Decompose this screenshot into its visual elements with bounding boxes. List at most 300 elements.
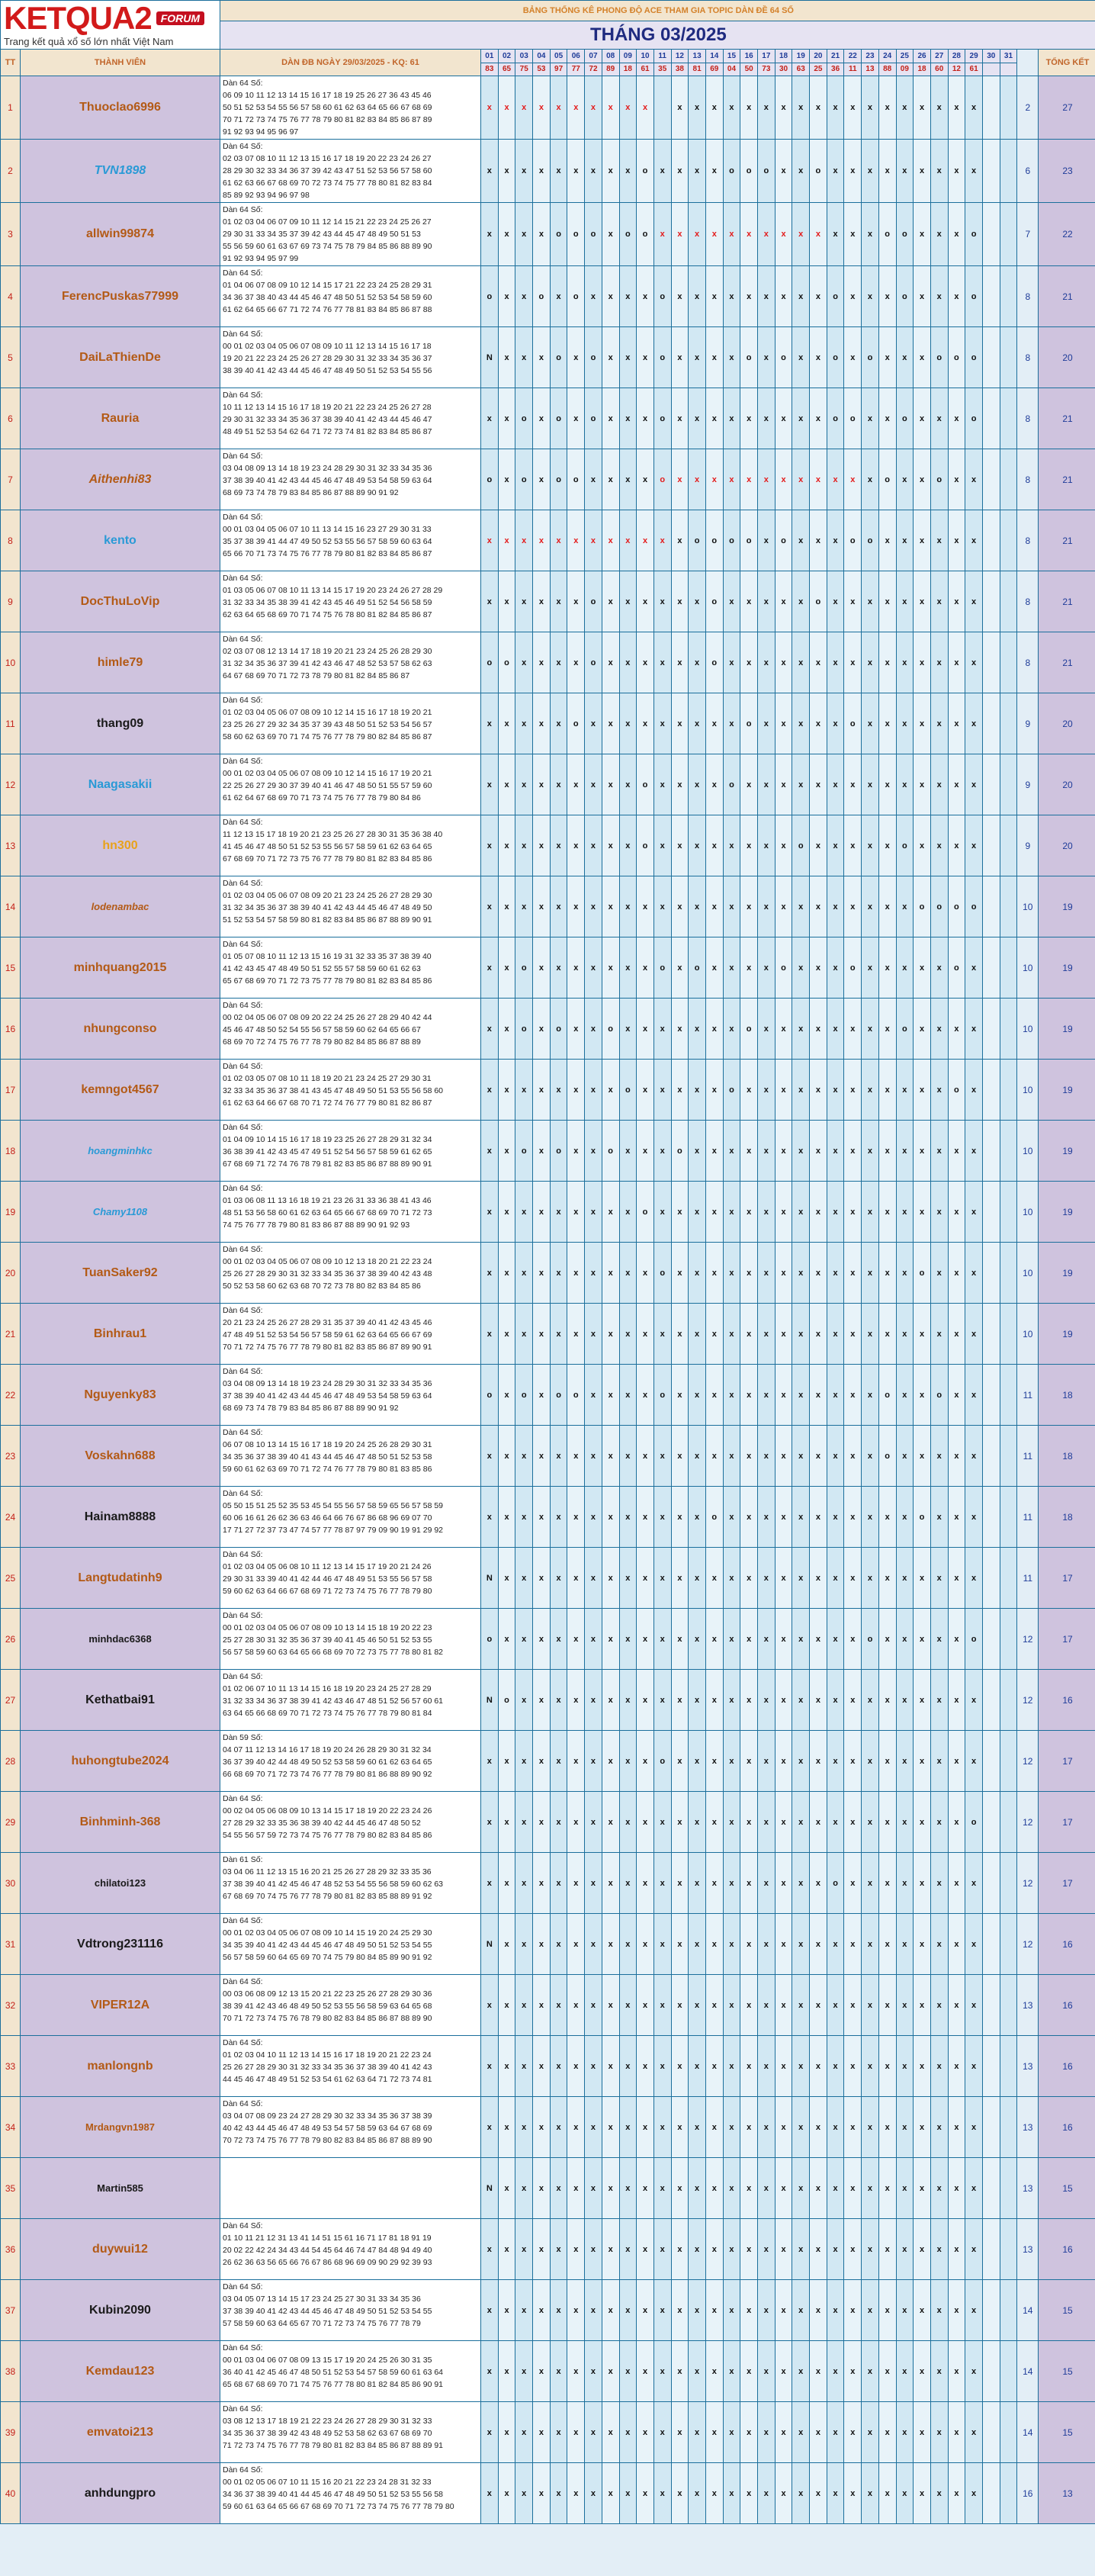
day-mark-cell: x <box>740 76 758 140</box>
dan-line: Dàn 64 Số: <box>223 1184 263 1193</box>
day-mark-cell: x <box>585 2158 602 2219</box>
day-mark-cell: x <box>758 2341 775 2402</box>
day-mark-cell: x <box>637 2402 654 2463</box>
day-mark-cell: x <box>914 2280 931 2341</box>
day-mark-cell: x <box>930 2036 948 2097</box>
day-mark-cell: x <box>792 1243 810 1304</box>
day-mark-cell <box>982 203 1000 266</box>
ketqua2-logo[interactable]: KETQUA2 <box>4 0 152 36</box>
day-mark-cell: x <box>862 2463 879 2524</box>
day-mark-cell: x <box>602 2219 619 2280</box>
hit-count: 12 <box>1017 1609 1039 1670</box>
dan-line: 01 03 06 08 11 13 16 18 19 21 23 26 31 33 36 38 41 43 46 <box>223 1196 432 1205</box>
day-mark-cell: x <box>637 2463 654 2524</box>
hit-count: 6 <box>1017 140 1039 203</box>
day-mark-cell: x <box>740 266 758 327</box>
day-mark-cell: x <box>567 571 585 632</box>
day-mark-cell: x <box>498 2158 515 2219</box>
day-mark-cell: x <box>585 1487 602 1548</box>
day-mark-cell: x <box>896 693 914 754</box>
day-mark-cell: x <box>827 693 844 754</box>
day-mark-cell <box>982 2097 1000 2158</box>
table-row <box>1 1853 1095 1914</box>
day-header: 24 <box>878 50 896 63</box>
day-mark-cell: x <box>827 1243 844 1304</box>
member-name[interactable]: kento <box>21 510 220 571</box>
member-name[interactable]: FerencPuskas77999 <box>21 266 220 327</box>
day-mark-cell: x <box>810 1365 827 1426</box>
day-mark-cell: x <box>567 2341 585 2402</box>
day-mark-cell: x <box>481 1243 499 1304</box>
day-mark-cell: x <box>705 2402 723 2463</box>
row-number: 17 <box>1 1060 21 1121</box>
day-mark-cell: o <box>567 693 585 754</box>
total-score: 18 <box>1039 1487 1095 1548</box>
day-mark-cell <box>982 937 1000 999</box>
day-mark-cell: x <box>896 1670 914 1731</box>
day-mark-cell <box>982 449 1000 510</box>
member-name[interactable]: emvatoi213 <box>21 2402 220 2463</box>
day-mark-cell: x <box>602 203 619 266</box>
member-name[interactable]: hoangminhkc <box>21 1121 220 1182</box>
day-mark-cell: x <box>567 1304 585 1365</box>
day-mark-cell: x <box>689 2097 706 2158</box>
day-mark-cell: x <box>862 1975 879 2036</box>
dan-line: 64 67 68 69 70 71 72 73 78 79 80 81 82 84 85 86 87 <box>223 671 410 680</box>
day-mark-cell: x <box>930 1182 948 1243</box>
day-mark-cell: x <box>740 1914 758 1975</box>
day-mark-cell: x <box>533 1243 551 1304</box>
dan-line: 01 10 11 21 12 31 13 41 14 51 15 61 16 71 17 81 18 91 19 <box>223 2233 432 2243</box>
day-mark-cell <box>982 1121 1000 1182</box>
day-mark-cell: x <box>930 76 948 140</box>
day-mark-cell: x <box>498 2402 515 2463</box>
day-mark-cell <box>1000 693 1017 754</box>
day-mark-cell: x <box>930 815 948 876</box>
day-mark-cell: x <box>533 876 551 937</box>
dan-line: 38 39 40 41 42 43 44 45 46 47 48 49 50 51 52 53 54 55 56 <box>223 366 432 375</box>
row-number: 9 <box>1 571 21 632</box>
day-mark-cell <box>982 1182 1000 1243</box>
dan-line: 25 26 27 28 29 30 31 32 33 34 35 36 37 38 39 40 42 43 48 <box>223 1269 432 1278</box>
day-mark-cell <box>1000 203 1017 266</box>
row-number: 6 <box>1 388 21 449</box>
day-mark-cell: x <box>671 1609 689 1670</box>
total-score: 21 <box>1039 510 1095 571</box>
dan-line: 62 63 64 65 68 69 70 71 74 75 76 78 80 81 82 84 85 86 87 <box>223 610 432 619</box>
day-mark-cell: x <box>965 449 983 510</box>
day-mark-cell: x <box>896 1853 914 1914</box>
member-name[interactable]: nhungconso <box>21 999 220 1060</box>
day-mark-cell: x <box>671 1426 689 1487</box>
day-mark-cell: x <box>619 140 637 203</box>
day-mark-cell: x <box>792 2219 810 2280</box>
row-number: 7 <box>1 449 21 510</box>
day-mark-cell: x <box>844 2036 862 2097</box>
day-mark-cell: o <box>844 937 862 999</box>
day-mark-cell: x <box>844 876 862 937</box>
hit-count: 9 <box>1017 754 1039 815</box>
dan-numbers <box>220 2341 481 2402</box>
day-mark-cell: x <box>740 449 758 510</box>
day-mark-cell <box>1000 1548 1017 1609</box>
result-cell: 25 <box>810 63 827 76</box>
day-mark-cell: x <box>619 2341 637 2402</box>
day-mark-cell: x <box>533 203 551 266</box>
member-name[interactable]: Kethatbai91 <box>21 1670 220 1731</box>
member-name[interactable]: Naagasakii <box>21 754 220 815</box>
day-header: 17 <box>758 50 775 63</box>
day-mark-cell: x <box>878 1487 896 1548</box>
member-name[interactable]: Binhrau1 <box>21 1304 220 1365</box>
day-mark-cell: x <box>671 1243 689 1304</box>
member-name[interactable]: manlongnb <box>21 2036 220 2097</box>
day-mark-cell: x <box>533 1731 551 1792</box>
day-mark-cell: x <box>862 876 879 937</box>
day-mark-cell: o <box>653 937 671 999</box>
result-cell: 13 <box>862 63 879 76</box>
day-mark-cell: x <box>896 1731 914 1792</box>
day-mark-cell: x <box>619 1121 637 1182</box>
day-mark-cell: x <box>705 1243 723 1304</box>
day-mark-cell: x <box>705 327 723 388</box>
member-name[interactable]: kemngot4567 <box>21 1060 220 1121</box>
day-mark-cell: x <box>775 571 792 632</box>
logo-cell[interactable] <box>1 1 220 50</box>
dan-line: 70 72 73 74 75 76 77 78 79 80 82 83 84 85 86 87 88 89 90 <box>223 2136 432 2145</box>
day-mark-cell: x <box>515 2402 533 2463</box>
day-mark-cell: x <box>844 2341 862 2402</box>
result-cell: 18 <box>914 63 931 76</box>
row-number: 3 <box>1 203 21 266</box>
day-mark-cell: x <box>878 1853 896 1914</box>
table-row <box>1 2402 1095 2463</box>
member-name[interactable]: lodenambac <box>21 876 220 937</box>
day-mark-cell: x <box>775 2097 792 2158</box>
day-mark-cell: x <box>567 1609 585 1670</box>
day-mark-cell: x <box>810 449 827 510</box>
member-name[interactable]: Hainam8888 <box>21 1487 220 1548</box>
member-name[interactable]: Aithenhi83 <box>21 449 220 510</box>
day-mark-cell <box>1000 1975 1017 2036</box>
day-mark-cell: x <box>775 999 792 1060</box>
dan-line: 01 04 06 07 08 09 10 12 14 15 17 21 22 23 24 25 28 29 31 <box>223 281 432 290</box>
member-name[interactable]: Rauria <box>21 388 220 449</box>
day-mark-cell: o <box>810 571 827 632</box>
dan-line: 22 25 26 27 29 30 37 39 40 41 46 47 48 50 51 55 57 59 60 <box>223 781 432 790</box>
result-cell: 38 <box>671 63 689 76</box>
day-mark-cell <box>1000 2036 1017 2097</box>
day-mark-cell: x <box>896 754 914 815</box>
hit-count: 11 <box>1017 1548 1039 1609</box>
day-mark-cell: o <box>740 510 758 571</box>
day-mark-cell: x <box>671 1060 689 1121</box>
hit-count: 14 <box>1017 2402 1039 2463</box>
day-mark-cell: x <box>740 1243 758 1304</box>
day-mark-cell: x <box>965 632 983 693</box>
day-mark-cell: x <box>948 1243 965 1304</box>
day-mark-cell: x <box>740 2402 758 2463</box>
day-mark-cell: o <box>550 1121 567 1182</box>
member-name[interactable]: DaiLaThienDe <box>21 327 220 388</box>
row-number: 19 <box>1 1182 21 1243</box>
day-mark-cell: x <box>775 449 792 510</box>
day-mark-cell: x <box>637 876 654 937</box>
day-mark-cell: x <box>705 2341 723 2402</box>
day-mark-cell: x <box>723 1365 740 1426</box>
day-mark-cell: x <box>671 999 689 1060</box>
table-row <box>1 388 1095 449</box>
hit-count: 8 <box>1017 327 1039 388</box>
day-mark-cell: x <box>758 2463 775 2524</box>
day-mark-cell: x <box>671 1548 689 1609</box>
member-name[interactable]: huhongtube2024 <box>21 1731 220 1792</box>
day-mark-cell: x <box>792 754 810 815</box>
day-mark-cell: x <box>740 1304 758 1365</box>
dan-line: Dàn 64 Số: <box>223 2404 263 2414</box>
row-number: 25 <box>1 1548 21 1609</box>
day-mark-cell: x <box>533 388 551 449</box>
day-mark-cell: o <box>930 449 948 510</box>
day-mark-cell: x <box>810 1182 827 1243</box>
day-mark-cell: x <box>671 693 689 754</box>
hit-count: 8 <box>1017 266 1039 327</box>
day-mark-cell: x <box>775 2158 792 2219</box>
hit-count: 7 <box>1017 203 1039 266</box>
day-mark-cell: x <box>896 2097 914 2158</box>
member-name[interactable]: thang09 <box>21 693 220 754</box>
day-mark-cell: x <box>689 1731 706 1792</box>
day-mark-cell: x <box>896 1487 914 1548</box>
day-mark-cell: x <box>723 1182 740 1243</box>
day-mark-cell: x <box>637 510 654 571</box>
day-mark-cell: x <box>653 754 671 815</box>
day-mark-cell: x <box>689 1792 706 1853</box>
day-mark-cell <box>1000 2463 1017 2524</box>
day-mark-cell: x <box>689 203 706 266</box>
dan-numbers <box>220 1853 481 1914</box>
logo-tagline: Trang kết quả xổ số lớn nhất Việt Nam <box>4 36 174 47</box>
day-mark-cell: x <box>844 632 862 693</box>
dan-line: Dàn 64 Số: <box>223 452 263 461</box>
day-mark-cell: x <box>515 1670 533 1731</box>
day-header: 03 <box>515 50 533 63</box>
day-mark-cell: x <box>792 327 810 388</box>
day-mark-cell: x <box>810 510 827 571</box>
dan-line: 34 36 37 38 40 43 44 45 46 47 48 50 51 52 53 54 58 59 60 <box>223 293 432 302</box>
member-name[interactable]: anhdungpro <box>21 2463 220 2524</box>
member-name[interactable]: Nguyenky83 <box>21 1365 220 1426</box>
dan-line: 01 05 07 08 10 11 12 13 15 16 19 31 32 33 35 37 38 39 40 <box>223 952 432 961</box>
member-name[interactable]: Binhminh-368 <box>21 1792 220 1853</box>
dan-line: 67 68 69 70 74 75 76 77 78 79 80 81 82 83 85 88 89 91 92 <box>223 1892 432 1901</box>
day-mark-cell: x <box>844 449 862 510</box>
day-mark-cell: x <box>930 203 948 266</box>
member-name[interactable]: himle79 <box>21 632 220 693</box>
day-mark-cell: x <box>533 2097 551 2158</box>
row-number: 30 <box>1 1853 21 1914</box>
day-mark-cell: x <box>758 327 775 388</box>
day-mark-cell: x <box>585 876 602 937</box>
day-mark-cell: x <box>862 632 879 693</box>
member-name[interactable]: Kemdau123 <box>21 2341 220 2402</box>
day-mark-cell: x <box>550 1182 567 1243</box>
day-mark-cell: x <box>948 2341 965 2402</box>
day-mark-cell: x <box>515 2158 533 2219</box>
member-name[interactable]: Voskahn688 <box>21 1426 220 1487</box>
day-mark-cell: x <box>550 1487 567 1548</box>
day-mark-cell: N <box>481 327 499 388</box>
total-score: 18 <box>1039 1365 1095 1426</box>
day-mark-cell: x <box>550 1609 567 1670</box>
day-mark-cell: x <box>896 1914 914 1975</box>
day-mark-cell: x <box>948 76 965 140</box>
day-mark-cell: x <box>965 815 983 876</box>
total-score: 21 <box>1039 449 1095 510</box>
day-mark-cell: x <box>827 1426 844 1487</box>
day-mark-cell: x <box>619 693 637 754</box>
day-mark-cell: x <box>637 2341 654 2402</box>
day-mark-cell: x <box>705 1609 723 1670</box>
day-mark-cell: x <box>637 1914 654 1975</box>
member-name[interactable]: Mrdangvn1987 <box>21 2097 220 2158</box>
member-name[interactable]: TuanSaker92 <box>21 1243 220 1304</box>
dan-numbers <box>220 1182 481 1243</box>
day-mark-cell: x <box>498 1792 515 1853</box>
member-name[interactable]: Kubin2090 <box>21 2280 220 2341</box>
member-name[interactable]: hn300 <box>21 815 220 876</box>
day-mark-cell: x <box>585 815 602 876</box>
total-score: 20 <box>1039 693 1095 754</box>
day-mark-cell: x <box>602 449 619 510</box>
day-mark-cell: x <box>914 449 931 510</box>
day-mark-cell <box>1000 1426 1017 1487</box>
day-mark-cell: x <box>550 1426 567 1487</box>
day-mark-cell: x <box>862 2036 879 2097</box>
day-mark-cell: x <box>844 2097 862 2158</box>
day-mark-cell: x <box>498 510 515 571</box>
member-name[interactable]: Thuoclao6996 <box>21 76 220 140</box>
day-mark-cell: x <box>758 1243 775 1304</box>
day-header: 27 <box>930 50 948 63</box>
member-name[interactable]: minhdac6368 <box>21 1609 220 1670</box>
day-mark-cell: x <box>844 266 862 327</box>
member-name[interactable]: VIPER12A <box>21 1975 220 2036</box>
dan-numbers <box>220 937 481 999</box>
day-mark-cell: o <box>844 693 862 754</box>
day-mark-cell: x <box>567 1487 585 1548</box>
day-mark-cell: x <box>515 1914 533 1975</box>
result-cell: 77 <box>567 63 585 76</box>
member-name[interactable]: chilatoi123 <box>21 1853 220 1914</box>
day-mark-cell: x <box>740 1975 758 2036</box>
dan-line: Dàn 64 Số: <box>223 1001 263 1010</box>
dan-line: Dàn 64 Số: <box>223 1489 263 1498</box>
day-mark-cell: x <box>914 1121 931 1182</box>
day-mark-cell: x <box>896 2280 914 2341</box>
day-mark-cell: x <box>948 2463 965 2524</box>
day-mark-cell <box>982 815 1000 876</box>
day-mark-cell: x <box>758 1121 775 1182</box>
table-row <box>1 2219 1095 2280</box>
day-mark-cell: x <box>775 2402 792 2463</box>
day-mark-cell: x <box>567 2280 585 2341</box>
day-mark-cell: x <box>844 203 862 266</box>
dan-line: Dàn 64 Số: <box>223 2038 263 2047</box>
dan-numbers <box>220 754 481 815</box>
day-mark-cell: x <box>810 2463 827 2524</box>
day-mark-cell: x <box>619 1792 637 1853</box>
day-mark-cell: x <box>810 1609 827 1670</box>
member-name[interactable]: allwin99874 <box>21 203 220 266</box>
total-score: 19 <box>1039 1182 1095 1243</box>
day-mark-cell: x <box>930 1609 948 1670</box>
day-mark-cell: o <box>653 1243 671 1304</box>
member-name[interactable]: minhquang2015 <box>21 937 220 999</box>
day-mark-cell: x <box>914 1914 931 1975</box>
day-mark-cell: x <box>810 2341 827 2402</box>
result-cell: 81 <box>689 63 706 76</box>
dan-line: 26 62 36 63 56 65 66 76 67 86 68 96 69 09 90 29 92 39 93 <box>223 2258 432 2267</box>
day-mark-cell: x <box>878 1975 896 2036</box>
day-mark-cell <box>1000 1121 1017 1182</box>
day-mark-cell <box>982 2280 1000 2341</box>
count-header <box>1017 50 1039 76</box>
day-mark-cell: x <box>896 2219 914 2280</box>
day-mark-cell: x <box>775 140 792 203</box>
dan-numbers <box>220 1731 481 1792</box>
day-mark-cell: o <box>775 327 792 388</box>
dan-line: 28 29 30 32 33 34 36 37 39 42 43 47 51 52 53 56 57 58 60 <box>223 166 432 175</box>
table-row <box>1 1243 1095 1304</box>
day-mark-cell: x <box>896 1365 914 1426</box>
hit-count: 8 <box>1017 510 1039 571</box>
day-mark-cell: x <box>498 1121 515 1182</box>
day-mark-cell: x <box>775 203 792 266</box>
day-mark-cell: x <box>533 754 551 815</box>
day-mark-cell: x <box>705 1060 723 1121</box>
member-name[interactable]: Martin585 <box>21 2158 220 2219</box>
member-name[interactable]: Chamy1108 <box>21 1182 220 1243</box>
day-mark-cell: x <box>619 815 637 876</box>
dan-line: 01 02 03 04 06 07 09 10 11 12 14 15 21 22 23 24 25 26 27 <box>223 217 432 227</box>
day-mark-cell: x <box>550 1060 567 1121</box>
day-mark-cell: o <box>775 937 792 999</box>
day-mark-cell: x <box>705 1426 723 1487</box>
day-mark-cell: o <box>896 388 914 449</box>
day-mark-cell: x <box>585 1731 602 1792</box>
day-mark-cell: x <box>844 140 862 203</box>
member-name[interactable]: Vdtrong231116 <box>21 1914 220 1975</box>
day-mark-cell: x <box>550 2402 567 2463</box>
day-mark-cell: o <box>637 203 654 266</box>
day-mark-cell: x <box>948 1304 965 1365</box>
day-mark-cell: x <box>758 1304 775 1365</box>
day-mark-cell: x <box>533 2158 551 2219</box>
day-mark-cell: x <box>533 76 551 140</box>
member-name[interactable]: duywui12 <box>21 2219 220 2280</box>
member-name[interactable]: Langtudatinh9 <box>21 1548 220 1609</box>
table-row <box>1 2463 1095 2524</box>
day-mark-cell: x <box>602 76 619 140</box>
day-mark-cell: o <box>948 937 965 999</box>
member-name[interactable]: TVN1898 <box>21 140 220 203</box>
member-name[interactable]: DocThuLoVip <box>21 571 220 632</box>
day-mark-cell: x <box>723 2341 740 2402</box>
row-number: 24 <box>1 1487 21 1548</box>
day-mark-cell: x <box>533 1853 551 1914</box>
dan-line: 37 38 39 40 41 42 45 46 47 48 52 53 54 55 56 58 59 60 62 63 <box>223 1880 444 1889</box>
